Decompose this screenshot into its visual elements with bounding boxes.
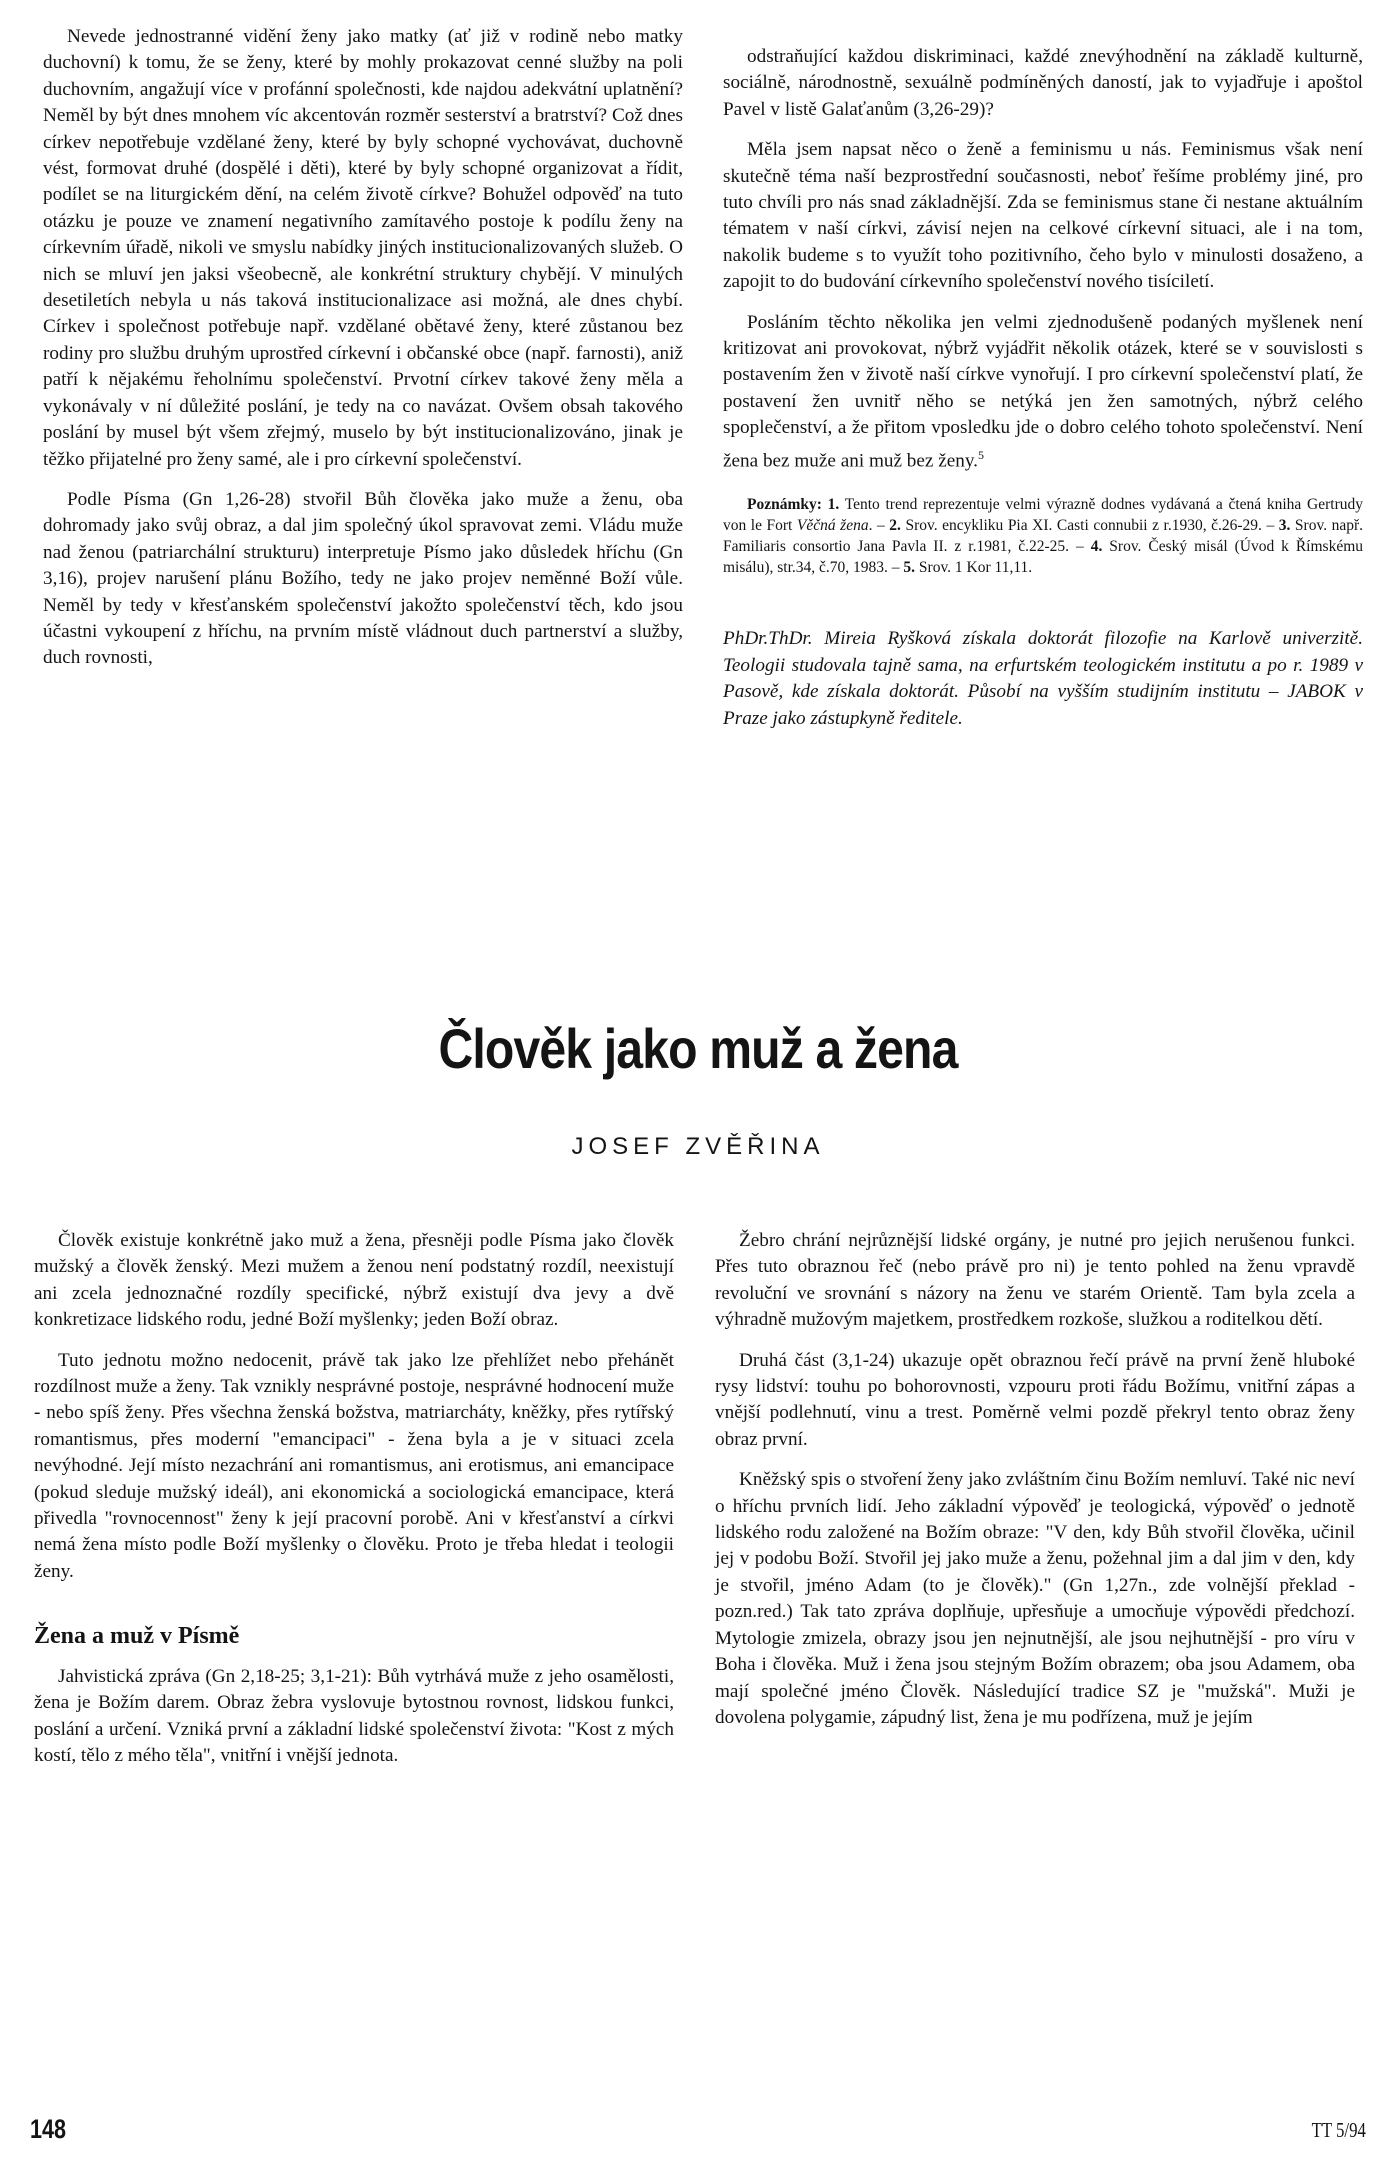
note-book-title: Věčná žena bbox=[796, 517, 869, 535]
paragraph: odstraňující každou diskriminaci, každé znevýhodnění na základě kulturně, sociálně, národnostně, sexuálně podmíněných daností, jak to vyjadřuje i apoštol Pavel v listě Galaťanům (3,26-29)? bbox=[723, 46, 1363, 120]
article-title: Člověk jako muž a žena bbox=[438, 1017, 958, 1080]
footnotes bbox=[723, 494, 1363, 578]
page-number: 148 bbox=[30, 2114, 67, 2144]
article2-left-column bbox=[34, 1228, 674, 1769]
paragraph: Podle Písma (Gn 1,26-28) stvořil Bůh člověka jako muže a ženu, oba dohromady jako svůj obraz, a dal jim společný úkol spravovat zemi. Vládu muže nad ženou (patriarchální strukturu) interpretuje Písmo jako důsledek hříchu (Gn 3,16), projev narušení plánu Božího, tedy ne jako projev neměnné Boží vůle. Neměl by tedy v křesťanském společenství jakožto společenství těch, kdo jsou účastni vykoupení z hříchu, na prvním místě vládnout duch partnerství a služby, duch rovnosti, bbox=[43, 488, 683, 669]
note-number: 4. bbox=[1090, 538, 1103, 556]
note-number: 5. bbox=[903, 559, 916, 577]
paragraph: Tuto jednotu možno nedocenit, právě tak jako lze přehlížet nebo přehánět rozdílnost muže a ženy. Tak vznikly nesprávné postoje, nesprávné hodnocení muže - nebo spíš ženy. Přes všechna ženská božstva, matriarcháty, kněžky, přes rytířský romantismus, přes moderní "emancipaci" - žena byla a je v situaci zcela nevýhodné. Její místo nezachrání ani romantismus, ani erotismus, ani emancipace (pokud sleduje mužský ideál), ani ekonomická a sociologická emancipace, která přivedla "rovnocennost" ženy k její pracovní porobě. Ani v křesťanství a církvi nemá žena místo podle Boží myšlenky o člověku. Proto je třeba hledat i teologii ženy. bbox=[34, 1349, 674, 1582]
author-bio: PhDr.ThDr. Mireia Ryšková získala doktorát filozofie na Karlově univerzitě. Teologii studovala tajně sama, na erfurtském teologickém institutu a po r. 1989 v Pasově, kde získala doktorát. Působí na vyšším studijním institutu – JABOK v Praze jako zástupkyně ředitele. bbox=[723, 628, 1363, 729]
note-text: Tento trend reprezentuje velmi výrazně dodnes vydávaná a čtená kniha Gertrudy von le Fort bbox=[723, 496, 1363, 535]
note-text: Srov. encykliku Pia XI. Casti connubii z r.1930, č.26-29. – bbox=[905, 517, 1275, 535]
footnote-marker: 5 bbox=[977, 447, 984, 462]
paragraph: Nevede jednostranné vidění ženy jako matky (ať již v rodině nebo matky duchovní) k tomu, že se ženy, které by mohly prokazovat cenné služby na poli duchovním, angažují více v profánní společnosti, kde najdou adekvátní uplatnění? Neměl by být dnes mnohem víc akcentován rozměr sesterství a bratrství? Což dnes církev nepotřebuje vzdělané ženy, které by byly schopné vychovávat, duchovně vést, formovat druhé (dospělé i děti), které by byly schopné organizovat a řídit, podílet se na liturgickém dění, na celém životě církve? Bohužel odpověď na tuto otázku je pouze ve znamení negativního zamítavého postoje k podílu ženy na církevním úřadě, nikoli ve smyslu nabídky jiných institucionalizovaných služeb. O nich se mluví jen jaksi všeobecně, ale konkrétní struktury chybějí. V minulých desetiletích nebyla u nás taková institucionalizace asi možná, ale dnes chybí. Církev i společnost potřebuje např. vzdělané obětavé ženy, které zůstanou bez rodiny pro službu druhým uprostřed církevní i občanské obce (např. farnosti), aniž patří k nějakému řeholnímu společenství. Prvotní církev takové ženy měla a vykonávaly v ní důležité poslání, je tedy na co navázat. Ovšem obsah takového poslání by musel být všem zřejmý, muselo by být institucionalizováno, jinak je těžko přijatelné pro ženy samé, ale i pro církevní společenství. bbox=[43, 26, 683, 470]
section-heading: Žena a muž v Písmě bbox=[34, 1623, 240, 1650]
article1-left-column bbox=[43, 24, 683, 672]
note-number: 3. bbox=[1278, 517, 1291, 535]
note-text: Srov. např. Familiaris consortio Jana Pavla II. z r.1981, č.22-25. – bbox=[723, 517, 1364, 556]
paragraph-with-footnote bbox=[723, 310, 1363, 475]
paragraph: Žebro chrání nejrůznější lidské orgány, je nutné pro jejich nerušenou funkci. Přes tuto obraznou řeč (nebo právě pro ni) je tento pohled na ženu vpravdě revoluční ve srovnání s názory na ženu ve starém Orientě. Tam byla zcela a výhradně mužovým majetkem, prostředkem rozkoše, služkou a roditelkou dětí. bbox=[715, 1230, 1355, 1331]
footnotes-label: Poznámky: bbox=[747, 496, 822, 514]
article-author: JOSEF ZVĚŘINA bbox=[571, 1133, 825, 1160]
issue-label: TT 5/94 bbox=[1311, 2118, 1366, 2142]
paragraph: Člověk existuje konkrétně jako muž a žena, přesněji podle Písma jako člověk mužský a člověk ženský. Mezi mužem a ženou není podstatný rozdíl, neexistují ani zcela jednoznačné rozdíly specifické, nýbrž existují dva jevy a dvě konkretizace lidského rodu, jedné Boží myšlenky; jeden Boží obraz. bbox=[34, 1230, 674, 1331]
note-text: Srov. 1 Kor 11,11. bbox=[918, 559, 1033, 577]
article1-right-column bbox=[723, 44, 1363, 732]
article2-right-column bbox=[715, 1228, 1355, 1731]
note-number: 1. bbox=[827, 496, 840, 514]
paragraph: Měla jsem napsat něco o ženě a feminismu u nás. Feminismus však není skutečně téma naší bezprostřední současnosti, neboť řešíme problémy jiné, pro tuto chvíli pro nás snad základnější. Zda se feminismus stane či nestane aktuálním tématem v naší církvi, závisí nejen na celkové církevní situaci, ale i na tom, nakolik budeme s to využít toho pozitivního, čeho bylo v minulosti dosaženo, a zapojit to do budování církevního společenství nového tisíciletí. bbox=[723, 139, 1363, 293]
note-text: . – bbox=[868, 517, 885, 535]
paragraph: Druhá část (3,1-24) ukazuje opět obraznou řečí právě na první ženě hluboké rysy lidství: touhu po bohorovnosti, vzpouru proti řádu Božímu, vnitřní zápas a vnější podlehnutí, vinu a trest. Poměrně velmi pozdě překryl tento obraz ženy obraz první. bbox=[715, 1349, 1355, 1450]
paragraph: Kněžský spis o stvoření ženy jako zvláštním činu Božím nemluví. Také nic neví o hříchu prvních lidí. Jeho základní výpověď je teologická, výpověď o jednotě lidského rodu založené na Božím obraze: "V den, kdy Bůh stvořil člověka, učinil jej v podobu Boží. Stvořil jej jako muže a ženu, požehnal jim a dal jim v den, kdy je stvořil, jméno Adam (to je člověk)." (Gn 1,27n., zde volnější překlad - pozn.red.) Tak tato zpráva doplňuje, upřesňuje a umocňuje výpovědi předchozí. Mytologie zmizela, obrazy jsou jen nejnutnější, ale jsou nejhutnější - pro víru v Boha i člověka. Muž i žena jsou stejným Božím obrazem; oba jsou Adamem, oba mají společné jméno Člověk. Následující tradice SZ je "mužská". Muži je dovolena polygamie, zápudný list, žena je mu podřízena, muž je jejím bbox=[715, 1469, 1355, 1728]
note-text: Srov. Český misál (Úvod k Římskému misálu), str.34, č.70, 1983. – bbox=[723, 538, 1364, 577]
note-number: 2. bbox=[889, 517, 901, 535]
paragraph-text: Posláním těchto několika jen velmi zjednodušeně podaných myšlenek není kritizovat ani provokovat, nýbrž vyjádřit několik otázek, které se v souvislosti s postavením žen v životě naší církve vynořují. I pro církevní společenství platí, že postavení žen uvnitř něho se netýká jen žen samotných, nýbrž celého spoplečenství, a že přitom vposledku jde o dobro celého tohoto společenství. Není žena bez muže ani muž bez ženy. bbox=[723, 311, 1363, 472]
paragraph: Jahvistická zpráva (Gn 2,18-25; 3,1-21): Bůh vytrhává muže z jeho osamělosti, žena je Božím darem. Obraz žebra vyslovuje bytostnou rovnost, lidskou funkci, poslání a určení. Vzniká první a základní lidské společenství života: "Kost z mých kostí, tělo z mého těla", vnitřní i vnější jednota. bbox=[34, 1665, 674, 1766]
